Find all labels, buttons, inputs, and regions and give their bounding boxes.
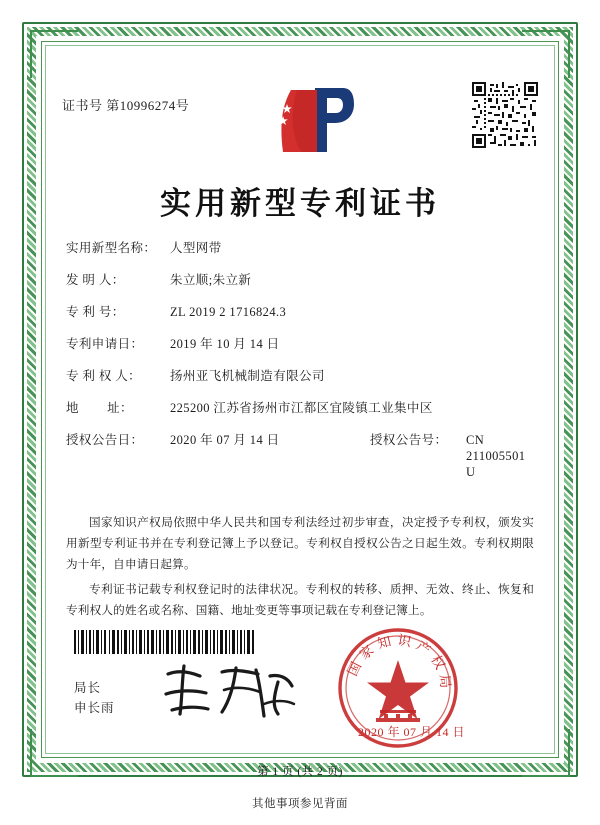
- field-row: [66, 336, 536, 352]
- legal-text: [66, 512, 534, 625]
- field-label: 实用新型名称：: [66, 241, 157, 255]
- field-list: [66, 240, 536, 496]
- handwritten-signature-icon: [160, 660, 300, 722]
- field-label: 发 明 人：: [66, 273, 125, 287]
- china-patent-emblem-icon: [247, 82, 355, 160]
- field-label-secondary: 授权公告号：: [370, 433, 448, 447]
- field-row: [66, 272, 536, 288]
- field-label: 专 利 权 人：: [66, 369, 142, 383]
- seal-date: 2020 年 07 月 14 日: [358, 725, 466, 739]
- page-title: 实用新型专利证书: [160, 186, 440, 221]
- director-name-label: 申长雨: [74, 701, 115, 715]
- field-label: 专利申请日：: [66, 337, 144, 351]
- field-value: 2020 年 07 月 14 日: [170, 433, 280, 447]
- svg-text:国家知识产权局: 国家知识产权局: [344, 632, 454, 694]
- page-number: 第 1 页 (共 2 页): [256, 766, 344, 778]
- field-value: 朱立顺;朱立新: [170, 273, 252, 287]
- field-value: 人型网带: [170, 241, 222, 255]
- certificate-number: 证书号 第10996274号: [62, 98, 190, 113]
- signature-labels: [74, 678, 115, 718]
- barcode-icon: [74, 630, 254, 654]
- field-value: ZL 2019 2 1716824.3: [170, 305, 287, 319]
- field-row: [66, 240, 536, 256]
- field-label: 专 利 号：: [66, 305, 125, 319]
- field-value: 扬州亚飞机械制造有限公司: [170, 369, 325, 383]
- field-label: 授权公告日：: [66, 433, 144, 447]
- field-value: 225200 江苏省扬州市江都区宜陵镇工业集中区: [170, 401, 433, 415]
- corner-ornament-top-right: [522, 30, 570, 78]
- footer-note: 其他事项参见背面: [252, 798, 348, 810]
- field-row: [66, 368, 536, 384]
- paragraph: 国家知识产权局依照中华人民共和国专利法经过初步审查，决定授予专利权，颁发实用新型专利证书并在专利登记簿上予以登记。专利权自授权公告之日起生效。专利权期限为十年，自申请日起算。: [66, 516, 534, 571]
- director-title-label: 局长: [74, 681, 102, 695]
- field-label: 地 址：: [66, 401, 133, 415]
- field-value: 2019 年 10 月 14 日: [170, 337, 280, 351]
- field-row-grant: [66, 432, 536, 480]
- field-row: [66, 400, 536, 416]
- field-value-secondary: CN 211005501 U: [466, 433, 526, 479]
- qr-code-icon: [472, 82, 538, 148]
- paragraph: 专利证书记载专利权登记时的法律状况。专利权的转移、质押、无效、终止、恢复和专利权人的姓名或名称、国籍、地址变更等事项记载在专利登记簿上。: [66, 583, 534, 617]
- corner-ornament-top-left: [30, 30, 78, 78]
- field-row: [66, 304, 536, 320]
